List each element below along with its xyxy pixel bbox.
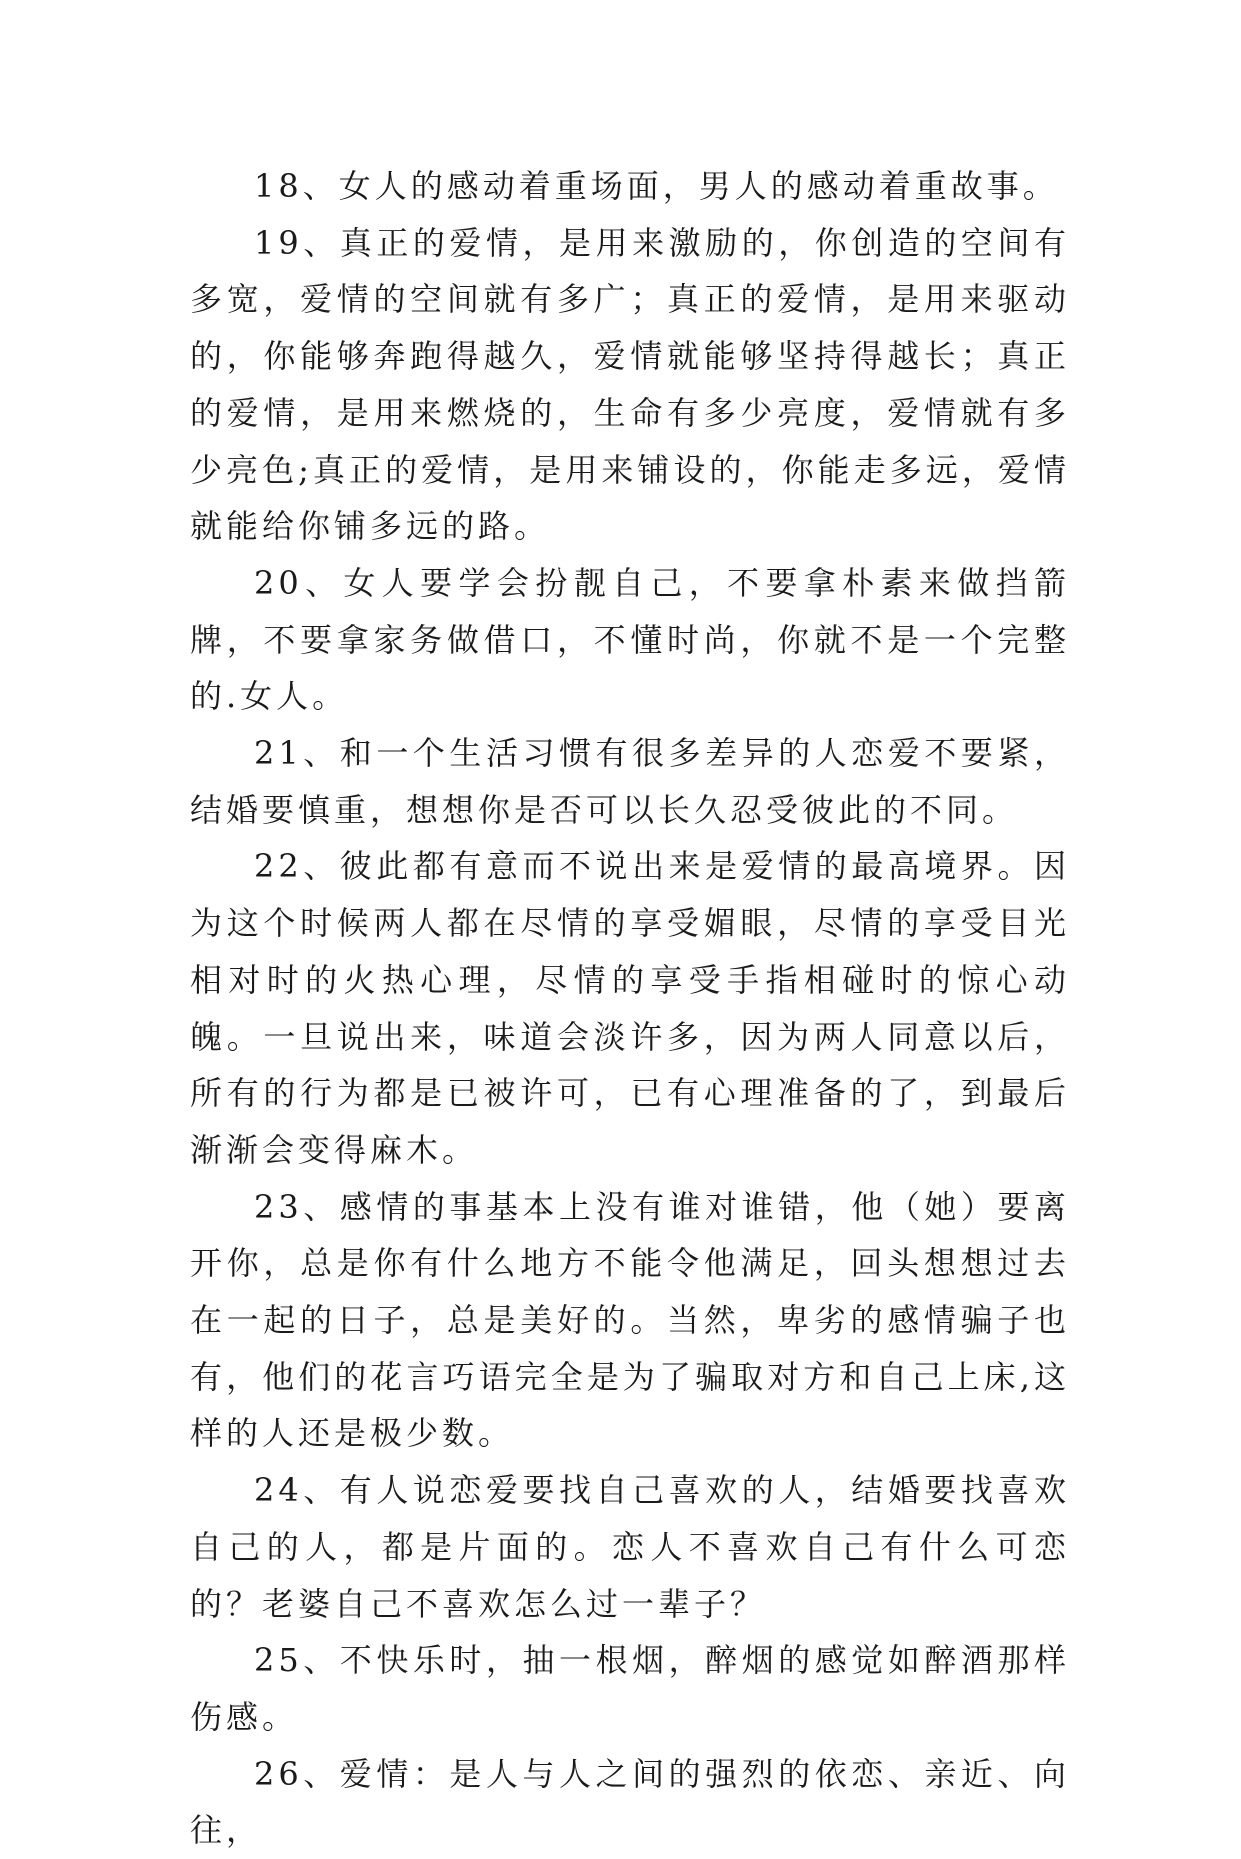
paragraph-26: 26、爱情：是人与人之间的强烈的依恋、亲近、向往， [190, 1754, 1070, 1850]
paragraph-25: 25、不快乐时，抽一根烟，醉烟的感觉如醉酒那样伤感。 [190, 1641, 1070, 1736]
paragraph-18: 18、女人的感动着重场面，男人的感动着重故事。 [254, 167, 1059, 205]
paragraph-19: 19、真正的爱情，是用来激励的，你创造的空间有多宽，爱情的空间就有多广；真正的爱情，是用来驱动的，你能够奔跑得越久，爱情就能够坚持得越长；真正的爱情，是用来燃烧的，生命有多少亮度，爱情就有多少亮色;真正的爱情，是用来铺设的，你能走多远，爱情就能给你铺多远的路。 [190, 223, 1070, 546]
paragraph-23: 23、感情的事基本上没有谁对谁错，他（她）要离开你，总是你有什么地方不能令他满足，回头想想过去在一起的日子，总是美好的。当然，卑劣的感情骗子也有，他们的花言巧语完全是为了骗取对方和自己上床,这样的人还是极少数。 [190, 1187, 1070, 1453]
paragraph-21: 21、和一个生活习惯有很多差异的人恋爱不要紧，结婚要慎重，想想你是否可以长久忍受彼此的不同。 [190, 734, 1070, 829]
paragraph-20: 20、女人要学会扮靓自己，不要拿朴素来做挡箭牌，不要拿家务做借口，不懂时尚，你就不是一个完整的.女人。 [190, 563, 1070, 716]
paragraph-22: 22、彼此都有意而不说出来是爱情的最高境界。因为这个时候两人都在尽情的享受媚眼，尽情的享受目光相对时的火热心理，尽情的享受手指相碰时的惊心动魄。一旦说出来，味道会淡许多，因为两人同意以后，所有的行为都是已被许可，已有心理准备的了，到最后渐渐会变得麻木。 [190, 847, 1070, 1169]
paragraph-24: 24、有人说恋爱要找自己喜欢的人，结婚要找喜欢自己的人，都是片面的。恋人不喜欢自己有什么可恋的？老婆自己不喜欢怎么过一辈子？ [190, 1471, 1070, 1623]
document-body [190, 158, 1070, 1859]
